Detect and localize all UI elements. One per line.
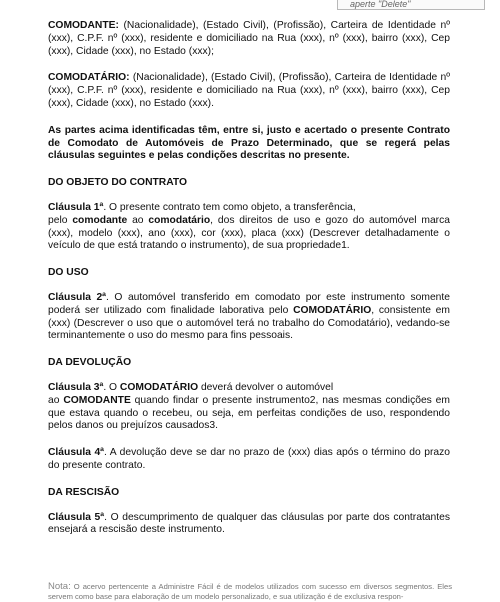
section-heading-objeto: DO OBJETO DO CONTRATO (48, 177, 188, 189)
clause-1-comodatario: comodatário (148, 214, 211, 226)
clause-4-text: . A devolução deve se dar no prazo de (xxx) dias após o término do prazo do presente contrato. (48, 447, 450, 471)
clause-1-text-b: pelo (48, 214, 73, 226)
clause-4-label: Cláusula 4ª (48, 447, 104, 459)
clause-5-label: Cláusula 5ª (48, 511, 105, 523)
clause-5-text: . O descumprimento de qualquer das cláusulas por parte dos contratantes ensejará a rescisão deste instrumento. (48, 511, 450, 536)
section-heading-devolucao: DA DEVOLUÇÃO (48, 357, 132, 369)
clause-1-body (48, 215, 450, 253)
comodatario-paragraph (48, 72, 450, 110)
clause-3-comodatario: COMODATÁRIO (119, 381, 199, 393)
comodatario-text: (Nacionalidade), (Estado Civil), (Profissão), Carteira de Identidade nº (xxx), C.P.F. nº (xxx), residente e domiciliado na Rua (xxx), nº (xxx), bairro (xxx), Cep (xxx), Cidade (xxx), no Estado (xxx). (48, 72, 450, 109)
contract-document (48, 20, 450, 537)
footer-note-text: O acervo pertencente a Administre Fácil é de modelos utilizados com sucesso em diversos segmentos. Eles servem como base para elaboração de um modelo personalizado, e sua utilização é de exclusiva respon- (48, 582, 452, 601)
clause-3-line-1 (48, 382, 450, 395)
delete-tip-text: aperte "Delete" (350, 0, 411, 9)
clause-1-label: Cláusula 1ª (48, 201, 104, 213)
clause-1-comodante: comodante (72, 214, 128, 226)
footer-note (48, 582, 452, 602)
section-heading-uso: DO USO (48, 267, 89, 279)
clause-1-text-c: ao (127, 214, 149, 226)
comodante-label: COMODANTE: (48, 20, 119, 31)
clause-1-line-1 (48, 202, 450, 215)
clause-3-text-c: ao (48, 394, 64, 406)
intro-paragraph: As partes acima identificadas têm, entre si, justo e acertado o presente Contrato de Comodato de Automóveis de Prazo Determinado, que se regerá pelas cláusulas seguintes e pelas condições descritas no presente. (48, 124, 450, 162)
clause-2-label: Cláusula 2ª (48, 291, 106, 303)
clause-3-text-d: quando findar o presente instrumento2, nas mesmas condições em que estava quando o recebeu, ou seja, em perfeitas condições de uso, respondendo pelos danos ou prejuízos causados3. (48, 394, 450, 432)
clause-3-text-a: . O (103, 381, 120, 393)
comodante-paragraph (48, 20, 450, 58)
clause-1-text-a: . O presente contrato tem como objeto, a transferência, (103, 201, 356, 213)
clause-4 (48, 447, 450, 473)
footer-nota-label: Nota: (48, 581, 71, 592)
clause-2-comodatario: COMODATÁRIO (293, 304, 372, 316)
clause-3-body (48, 395, 450, 433)
section-heading-rescisao: DA RESCISÃO (48, 486, 120, 498)
clause-3-text-b: deverá devolver o automóvel (198, 381, 334, 393)
clause-2 (48, 292, 450, 343)
clause-3-label: Cláusula 3ª (48, 381, 104, 393)
clause-1-text-d: , dos direitos de uso e gozo do automóvel marca (xxx), modelo (xxx), ano (xxx), cor (xxx), placa (xxx) (Descrever detalhadamente o veículo de que está tratando o instrumento), de sua propriedade1. (48, 214, 450, 252)
clause-5 (48, 512, 450, 538)
clause-2-text-b: , consistente em (xxx) (Descrever o uso que o automóvel terá no trabalho do Comodatário), vedando-se terminantemente o uso do mesmo para fins pessoais. (48, 304, 450, 342)
clause-2-text-a: . O automóvel transferido em comodato por este instrumento somente poderá ser utilizado com finalidade laborativa pelo (48, 291, 450, 316)
clause-3-comodante: COMODANTE (63, 394, 131, 406)
delete-tip-box (337, 0, 485, 10)
comodante-text: (Nacionalidade), (Estado Civil), (Profissão), Carteira de Identidade nº (xxx), C.P.F. nº (xxx), residente e domiciliado na Rua (xxx), nº (xxx), bairro (xxx), Cep (xxx), Cidade (xxx), no Estado (xxx); (48, 20, 450, 57)
comodatario-label: COMODATÁRIO: (48, 72, 130, 84)
